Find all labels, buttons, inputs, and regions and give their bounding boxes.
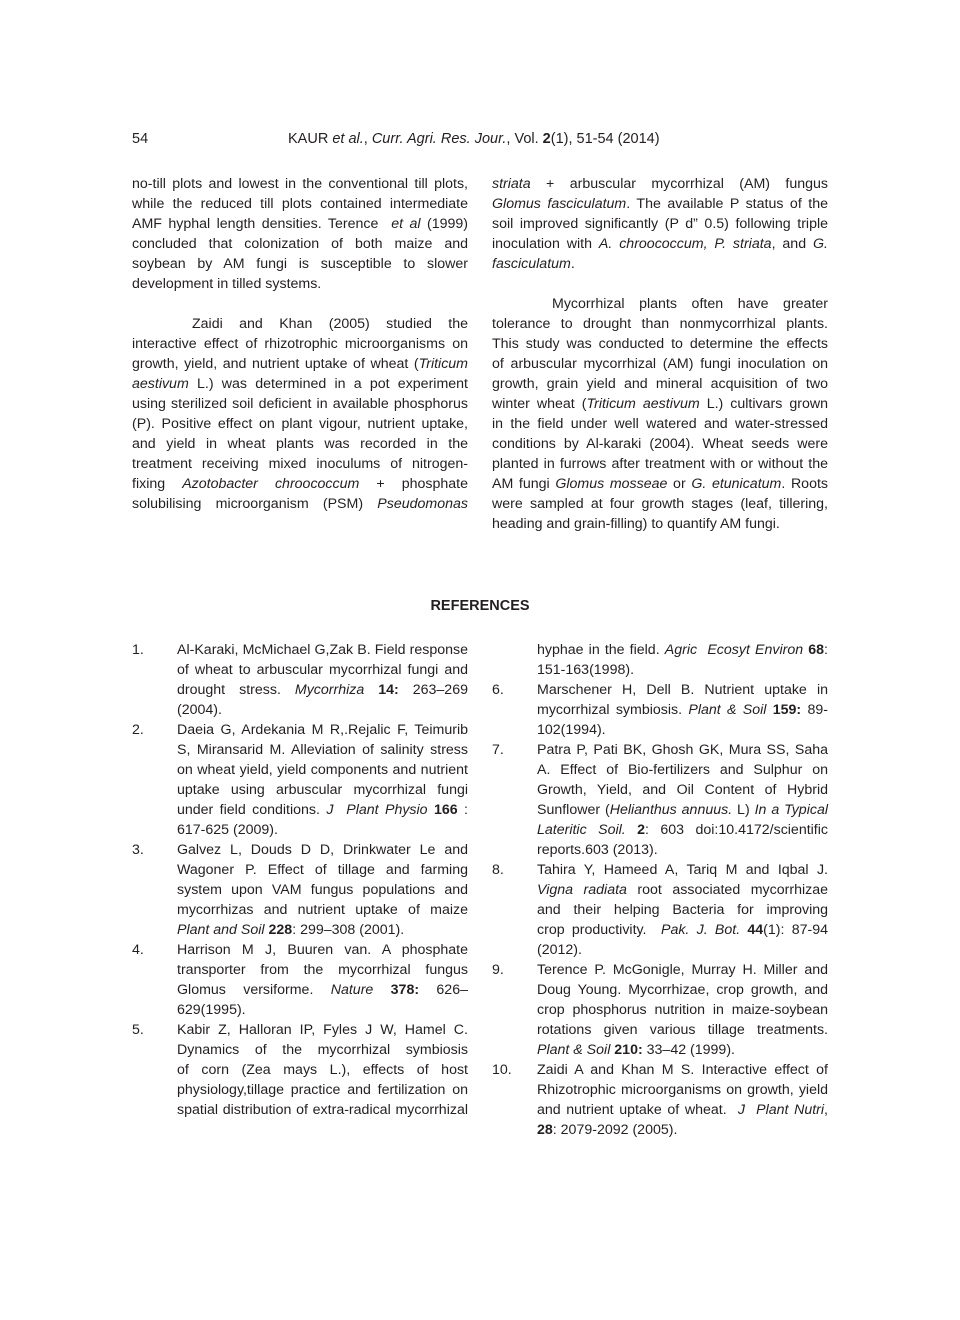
running-head-rest: (1), 51-54 (2014) — [550, 131, 660, 147]
reference-item-5-continued — [492, 640, 828, 680]
text-line: on wheat yield, yield components and nutrient — [177, 762, 468, 778]
right-paragraph-2 — [492, 294, 828, 534]
text-line: Daeia G, Ardekania M R,.Rejalic F, Teimurib — [177, 722, 468, 738]
text-line: reports.603 (2013). — [537, 842, 658, 858]
text-line: transporter from the mycorrhizal fungus — [177, 962, 468, 978]
text-line: Sunflower (Helianthus annuus. L) In a Typical — [537, 802, 828, 818]
text-line: growth, grain yield and mineral acquisition of two — [492, 376, 828, 392]
text-line: Terence P. McGonigle, Murray H. Miller and — [537, 962, 828, 978]
left-paragraph-2 — [132, 314, 468, 514]
running-head-volume: 2 — [542, 131, 551, 147]
text-line: of arbuscular mycorrhizal (AM) fungi inoculation on — [492, 356, 828, 372]
reference-number: 10. — [492, 1062, 512, 1078]
running-head-vol-prefix: , Vol. — [506, 131, 543, 147]
text-line: AM fungi Glomus mosseae or G. etunicatum. Roots — [492, 476, 829, 492]
text-line: This study was conducted to determine the effects — [492, 336, 828, 352]
text-line: tolerance to drought than nonmycorrhizal plants. — [492, 316, 828, 332]
reference-number: 5. — [132, 1022, 144, 1038]
text-line: Vigna radiata root associated mycorrhizae — [537, 882, 828, 898]
text-line: Lateritic Soil. 2: 603 doi:10.4172/scientific — [537, 822, 828, 838]
text-line: rotations given various tillage treatments. — [537, 1022, 828, 1038]
text-line: uptake using arbuscular mycorrhizal fungi — [177, 782, 468, 798]
running-head-author: KAUR — [288, 131, 329, 147]
text-line: Zaidi and Khan (2005) studied the — [192, 316, 468, 332]
text-line: using sterilized soil deficient in available phosphorus — [132, 396, 468, 412]
text-line: while the reduced till plots contained intermediate — [132, 196, 468, 212]
text-line: heading and grain-filling) to quantify AM fungi. — [492, 516, 780, 532]
text-line: Zaidi A and Khan M S. Interactive effect of — [537, 1062, 828, 1078]
text-line: soybean by AM fungi is susceptible to slower — [132, 256, 468, 272]
text-line: Kabir Z, Halloran IP, Fyles J W, Hamel C. — [177, 1022, 468, 1038]
text-line: (P). Positive effect on plant vigour, nutrient uptake, — [132, 416, 468, 432]
reference-number: 6. — [492, 682, 504, 698]
text-line: Glomus fasciculatum. The available P status of the — [492, 196, 828, 212]
text-line: Doug Young. Mycorrhizae, crop growth, and — [537, 982, 828, 998]
left-paragraph-1 — [132, 174, 468, 294]
text-line: Tahira Y, Hameed A, Tariq M and Iqbal J. — [537, 862, 828, 878]
text-line: under field conditions. J Plant Physio 166 : — [177, 802, 468, 818]
running-head-etal: et al. — [328, 131, 364, 147]
text-line: Mycorrhizal plants often have greater — [552, 296, 828, 312]
text-line: mycorrhizal symbiosis. Plant & Soil 159: 89- — [537, 702, 828, 718]
text-line: aestivum L.) was determined in a pot experiment — [132, 376, 468, 392]
page-number: 54 — [132, 131, 149, 147]
text-line: 102(1994). — [537, 722, 606, 738]
text-line: 151-163(1998). — [537, 662, 635, 678]
text-line: in the field under well watered and water-stressed — [492, 416, 828, 432]
text-line: and yield in wheat plants was recorded in the — [132, 436, 468, 452]
text-line: (2004). — [177, 702, 222, 718]
text-line: crop productivity. Pak. J. Bot. 44(1): 87-94 — [537, 922, 828, 938]
reference-item-2 — [132, 720, 468, 840]
text-line: fasciculatum. — [492, 256, 575, 272]
reference-number: 1. — [132, 642, 144, 658]
text-line: Plant and Soil 228: 299–308 (2001). — [177, 922, 405, 938]
text-line: conditions by Al-karaki (2004). Wheat seeds were — [492, 436, 828, 452]
text-line: Galvez L, Douds D D, Drinkwater Le and — [177, 842, 468, 858]
right-paragraph-1 — [492, 174, 828, 274]
reference-item-4 — [132, 940, 468, 1020]
text-line: Dynamics of the mycorrhizal symbiosis — [177, 1042, 468, 1058]
text-line: Al-Karaki, McMichael G,Zak B. Field response — [177, 642, 468, 658]
reference-item-3 — [132, 840, 468, 940]
reference-number: 9. — [492, 962, 504, 978]
text-line: Rhizotrophic microorganisms on growth, yield — [537, 1082, 828, 1098]
text-line: drought stress. Mycorrhiza 14: 263–269 — [177, 682, 468, 698]
left-column — [132, 174, 468, 514]
text-line: development in tilled systems. — [132, 276, 322, 292]
references-left-column — [132, 640, 468, 1120]
text-line: hyphae in the field. Agric Ecosyt Environ 68: — [537, 642, 828, 658]
reference-number: 4. — [132, 942, 144, 958]
text-line: (2012). — [537, 942, 582, 958]
text-line: 617-625 (2009). — [177, 822, 278, 838]
text-line: striata + arbuscular mycorrhizal (AM) fungus — [492, 176, 828, 192]
running-head-journal: Curr. Agri. Res. Jour. — [371, 131, 507, 147]
text-line: winter wheat (Triticum aestivum L.) cultivars grown — [492, 396, 828, 412]
references-right-column — [492, 640, 828, 1140]
text-line: crop phosphorus nutrition in maize-soybean — [537, 1002, 828, 1018]
text-line: solubilising microorganism (PSM) Pseudomonas — [132, 496, 468, 512]
running-head — [288, 129, 660, 149]
text-line: Plant & Soil 210: 33–42 (1999). — [537, 1042, 735, 1058]
text-line: inoculation with A. chroococcum, P. striata, and G. — [492, 236, 828, 252]
references-heading: REFERENCES — [430, 598, 530, 614]
reference-item-5 — [132, 1020, 468, 1120]
reference-item-1 — [132, 640, 468, 720]
text-line: Glomus versiforme. Nature 378: 626– — [177, 982, 468, 998]
text-line: S, Miransarid M. Alleviation of salinity stress — [177, 742, 468, 758]
text-line: Harrison M J, Buuren van. A phosphate — [177, 942, 468, 958]
text-line: were sampled at four growth stages (leaf, tillering, — [492, 496, 828, 512]
text-line: growth, yield, and nutrient uptake of wheat (Triticum — [132, 356, 468, 372]
text-line: Wagoner P. Effect of tillage and farming — [177, 862, 468, 878]
text-line: mycorrhizas and nutrient uptake of maize — [177, 902, 468, 918]
reference-number: 8. — [492, 862, 504, 878]
text-line: Patra P, Pati BK, Ghosh GK, Mura SS, Saha — [537, 742, 828, 758]
text-line: 28: 2079-2092 (2005). — [537, 1122, 678, 1138]
reference-number: 3. — [132, 842, 144, 858]
text-line: soil improved significantly (P d” 0.5) following triple — [492, 216, 828, 232]
text-line: A. Effect of Bio-fertilizers and Sulphur on — [537, 762, 828, 778]
text-line: and nutrient uptake of wheat. J Plant Nutri, — [537, 1102, 828, 1118]
text-line: treatment receiving mixed inoculums of nitrogen- — [132, 456, 468, 472]
text-line: spatial distribution of extra-radical mycorrhizal — [177, 1102, 468, 1118]
text-line: concluded that colonization of both maize and — [132, 236, 468, 252]
text-line: no-till plots and lowest in the conventional till plots, — [132, 176, 468, 192]
reference-number: 2. — [132, 722, 144, 738]
text-line: of corn (Zea mays L.), effects of host — [177, 1062, 468, 1078]
text-line: AMF hyphal length densities. Terence et al (1999) — [132, 216, 468, 232]
text-line: planted in furrows after treatment with or without the — [492, 456, 828, 472]
text-line: physiology,tillage practice and fertilization on — [177, 1082, 468, 1098]
running-head-sep: , — [363, 131, 372, 147]
text-line: system upon VAM fungus populations and — [177, 882, 468, 898]
right-column — [492, 174, 828, 534]
reference-item-6 — [492, 680, 828, 740]
text-line: Growth, Yield, and Oil Content of Hybrid — [537, 782, 828, 798]
reference-item-7 — [492, 740, 828, 860]
reference-number: 7. — [492, 742, 504, 758]
text-line: 629(1995). — [177, 1002, 246, 1018]
text-line: fixing Azotobacter chroococcum + phosphate — [132, 476, 468, 492]
reference-item-10 — [492, 1060, 828, 1140]
reference-item-8 — [492, 860, 828, 960]
text-line: Marschener H, Dell B. Nutrient uptake in — [537, 682, 828, 698]
reference-item-9 — [492, 960, 828, 1060]
text-line: and their helping Bacteria for improving — [537, 902, 828, 918]
text-line: of wheat to arbuscular mycorrhizal fungi and — [177, 662, 468, 678]
text-line: interactive effect of rhizotrophic microorganisms on — [132, 336, 468, 352]
